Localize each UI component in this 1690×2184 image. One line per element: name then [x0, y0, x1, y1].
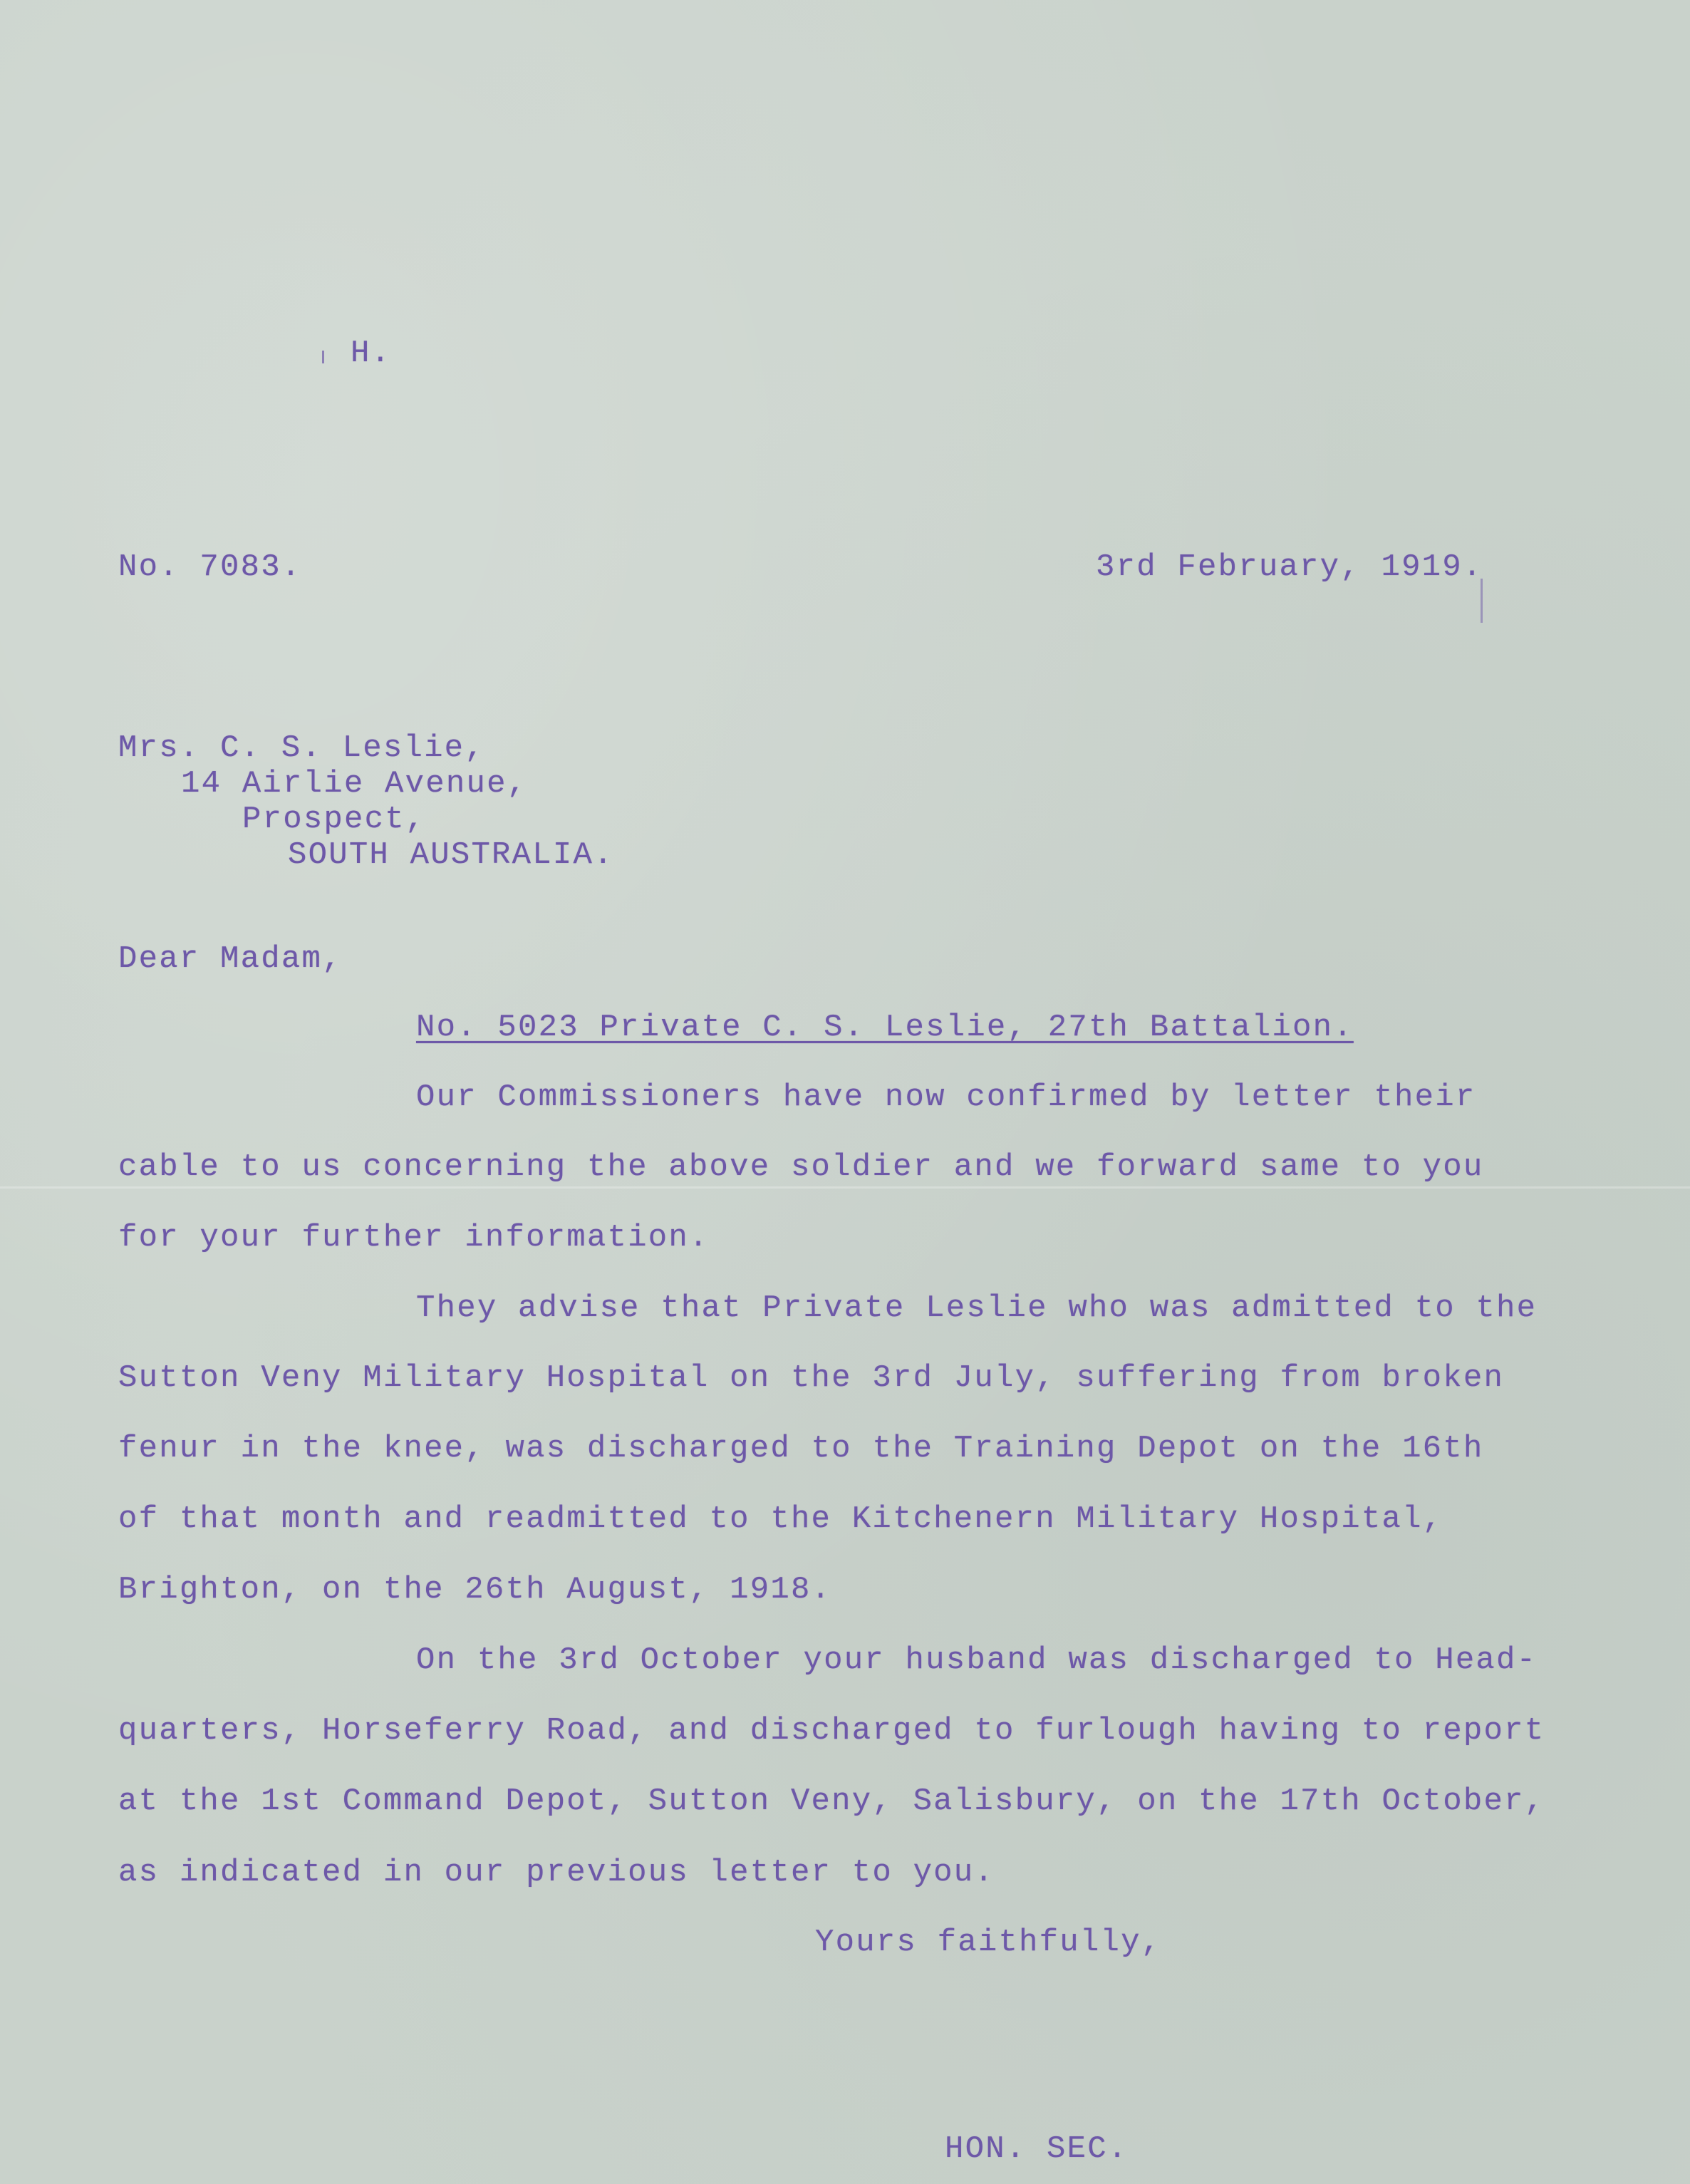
- body-line: They advise that Private Leslie who was admitted to the: [416, 1290, 1538, 1326]
- body-line: Brighton, on the 26th August, 1918.: [118, 1572, 832, 1608]
- recipient-suburb: Prospect,: [242, 802, 426, 837]
- recipient-state: SOUTH AUSTRALIA.: [288, 837, 614, 873]
- body-line: cable to us concerning the above soldier and we forward same to you: [118, 1149, 1484, 1185]
- body-line: as indicated in our previous letter to you.: [118, 1855, 995, 1890]
- paper-fold: [0, 1186, 1690, 1189]
- signature-title: HON. SEC.: [945, 2131, 1129, 2167]
- body-line: for your further information.: [118, 1220, 710, 1256]
- body-line: quarters, Horseferry Road, and discharged to furlough having to report: [118, 1713, 1545, 1749]
- body-line: fenur in the knee, was discharged to the Training Depot on the 16th: [118, 1431, 1484, 1466]
- body-line: of that month and readmitted to the Kitchenern Military Hospital,: [118, 1501, 1443, 1537]
- file-initial: H.: [351, 336, 392, 371]
- letter-date: 3rd February, 1919.: [1096, 549, 1483, 585]
- subject-line: No. 5023 Private C. S. Leslie, 27th Battalion.: [416, 1010, 1354, 1045]
- reference-number: No. 7083.: [118, 549, 302, 585]
- body-line: On the 3rd October your husband was discharged to Head-: [416, 1642, 1538, 1678]
- body-line: Sutton Veny Military Hospital on the 3rd July, suffering from broken: [118, 1360, 1505, 1396]
- body-line: at the 1st Command Depot, Sutton Veny, Salisbury, on the 17th October,: [118, 1784, 1545, 1819]
- body-line: Our Commissioners have now confirmed by letter their: [416, 1080, 1476, 1115]
- closing: Yours faithfully,: [815, 1925, 1162, 1960]
- ink-mark: [322, 351, 324, 363]
- salutation: Dear Madam,: [118, 941, 343, 977]
- recipient-name: Mrs. C. S. Leslie,: [118, 730, 485, 766]
- recipient-street: 14 Airlie Avenue,: [181, 766, 528, 802]
